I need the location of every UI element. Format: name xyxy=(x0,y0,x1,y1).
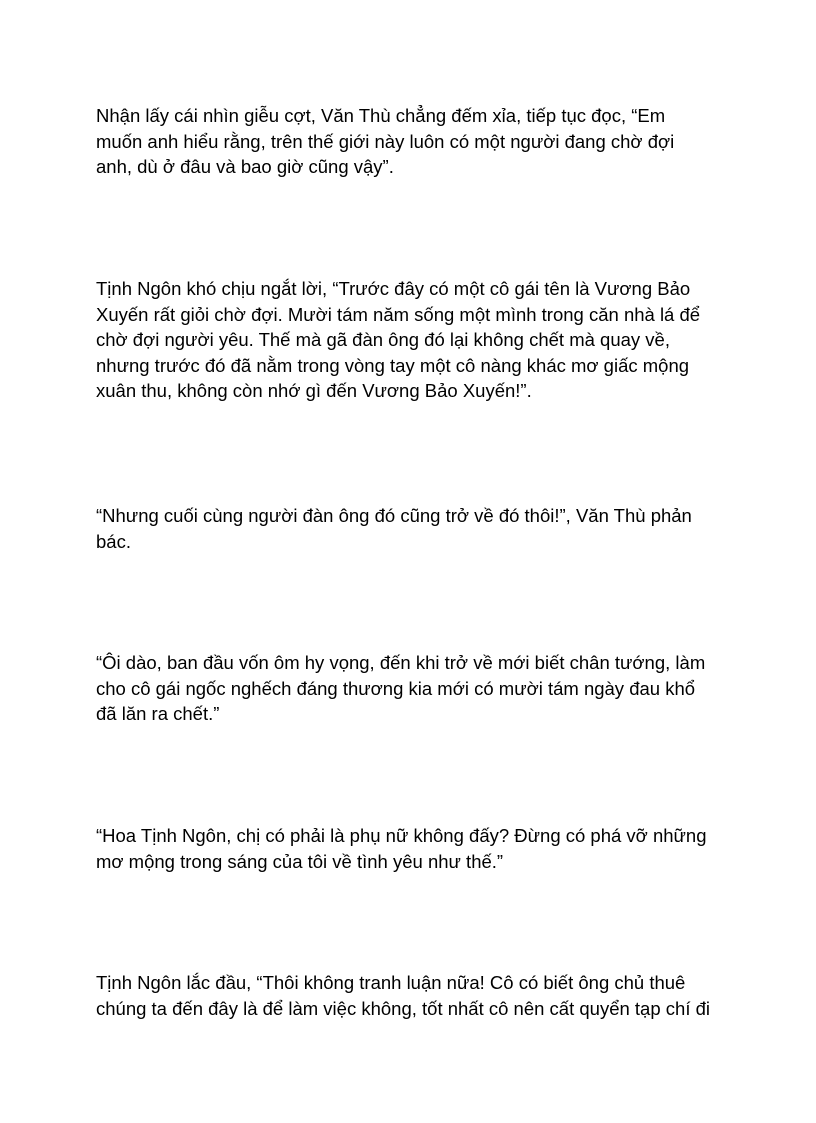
paragraph-4 xyxy=(96,650,736,727)
text-line: chúng ta đến đây là để làm việc không, tốt nhất cô nên cất quyển tạp chí đi xyxy=(96,997,710,1019)
text-line: cho cô gái ngốc nghếch đáng thương kia mới có mười tám ngày đau khổ xyxy=(96,677,696,699)
paragraph-3 xyxy=(96,503,736,554)
paragraph-5 xyxy=(96,823,736,874)
paragraph-1 xyxy=(96,103,736,180)
text-line: Xuyến rất giỏi chờ đợi. Mười tám năm sống một mình trong căn nhà lá để xyxy=(96,303,701,325)
text-line: Tịnh Ngôn khó chịu ngắt lời, “Trước đây có một cô gái tên là Vương Bảo xyxy=(96,278,691,299)
paragraph-6 xyxy=(96,970,736,1021)
text-line: Nhận lấy cái nhìn giễu cợt, Văn Thù chẳng đếm xỉa, tiếp tục đọc, “Em xyxy=(96,105,666,126)
text-line: đã lăn ra chết.” xyxy=(96,703,220,724)
text-line: nhưng trước đó đã nằm trong vòng tay một cô nàng khác mơ giấc mộng xyxy=(96,354,690,376)
text-line: chờ đợi người yêu. Thế mà gã đàn ông đó lại không chết mà quay về, xyxy=(96,329,670,350)
text-line: xuân thu, không còn nhớ gì đến Vương Bảo Xuyến!”. xyxy=(96,380,532,401)
text-line: “Nhưng cuối cùng người đàn ông đó cũng trở về đó thôi!”, Văn Thù phản xyxy=(96,505,692,526)
text-line: Tịnh Ngôn lắc đầu, “Thôi không tranh luận nữa! Cô có biết ông chủ thuê xyxy=(96,972,686,993)
text-line: anh, dù ở đâu và bao giờ cũng vậy”. xyxy=(96,156,394,177)
text-line: “Hoa Tịnh Ngôn, chị có phải là phụ nữ không đấy? Đừng có phá vỡ những xyxy=(96,825,707,846)
text-line: mơ mộng trong sáng của tôi về tình yêu như thế.” xyxy=(96,850,504,872)
text-line: muốn anh hiểu rằng, trên thế giới này luôn có một người đang chờ đợi xyxy=(96,130,675,152)
paragraph-2 xyxy=(96,276,736,404)
text-line: “Ôi dào, ban đầu vốn ôm hy vọng, đến khi trở về mới biết chân tướng, làm xyxy=(96,652,706,673)
text-line: bác. xyxy=(96,530,131,552)
